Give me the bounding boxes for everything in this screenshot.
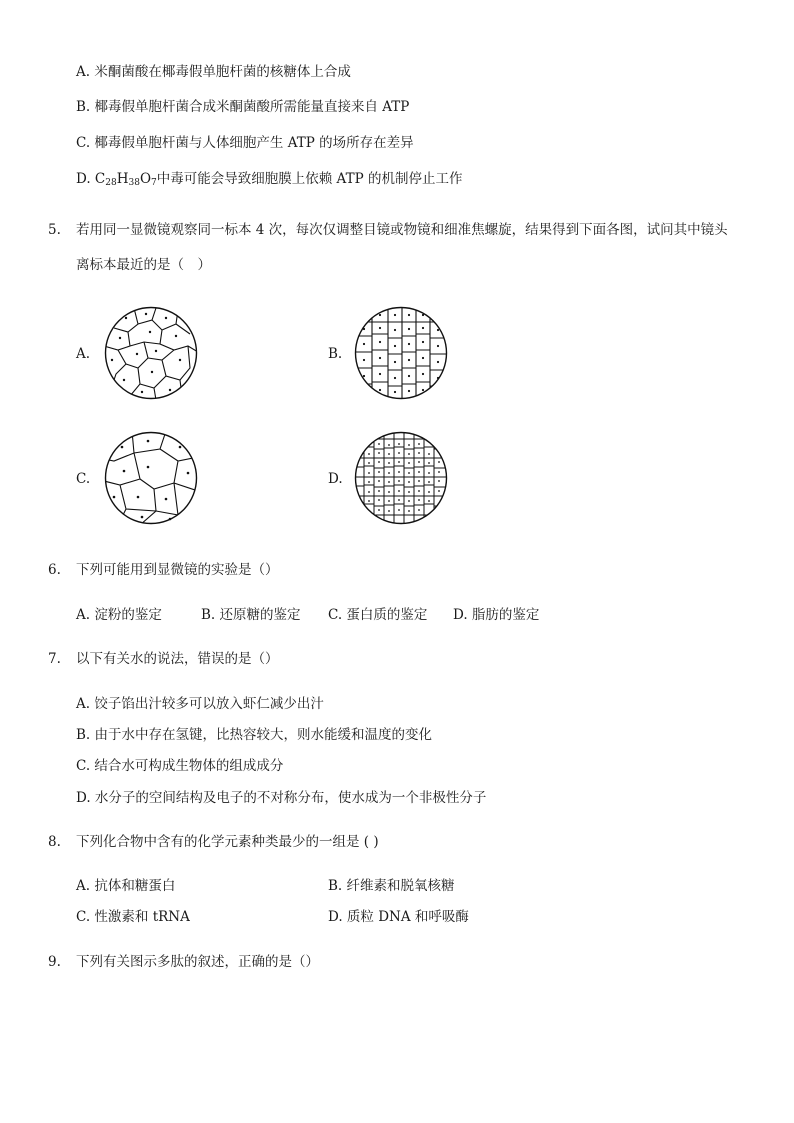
cell-nucleus-dot [368, 491, 370, 493]
q6-text: 下列可能用到显微镜的实验是（） [76, 562, 279, 578]
cell-nucleus-dot [418, 509, 420, 511]
cell-nucleus-dot [368, 462, 370, 464]
q4-d-o: O [139, 171, 152, 187]
cell-nucleus-dot [428, 462, 430, 464]
q5-number: 5. [48, 222, 61, 238]
cell-nucleus-dot [438, 461, 440, 463]
q8-option-c: C. 性激素和 tRNA [76, 909, 190, 925]
q4-d-h: H [116, 171, 129, 187]
cell-nucleus-dot [368, 472, 370, 474]
cell-nucleus-dot [418, 490, 420, 492]
q7-option-a: A. 饺子馅出汁较多可以放入虾仁减少出汁 [76, 696, 324, 712]
q6-option-c: C. 蛋白质的鉴定 [328, 607, 428, 623]
q4-option-b: B. 椰毒假单胞杆菌合成米酮菌酸所需能量直接来自 ATP [76, 99, 410, 115]
cell-nucleus-dot [388, 481, 390, 483]
q6-option-b: B. 还原糖的鉴定 [201, 607, 301, 623]
cell-nucleus-dot [418, 471, 420, 473]
cell-nucleus-dot [378, 471, 380, 473]
q7-option-d: D. 水分子的空间结构及电子的不对称分布，使水成为一个非极性分子 [76, 790, 487, 806]
cell-nucleus-dot [368, 481, 370, 483]
cell-nucleus-dot [368, 453, 370, 455]
q7-option-c: C. 结合水可构成生物体的组成成分 [76, 758, 284, 774]
q6-option-d: D. 脂肪的鉴定 [453, 607, 540, 623]
cell-nucleus-dot [438, 480, 440, 482]
cell-nucleus-dot [398, 452, 400, 454]
q7-option-b: B. 由于水中存在氢键，比热容较大，则水能缓和温度的变化 [76, 727, 433, 743]
cell-nucleus-dot [428, 491, 430, 493]
cell-nucleus-dot [408, 500, 410, 502]
q5-label-d: D. [328, 471, 343, 487]
cell-nucleus-dot [388, 462, 390, 464]
cell-nucleus-dot [418, 499, 420, 501]
cell-nucleus-dot [378, 499, 380, 501]
cell-nucleus-dot [438, 471, 440, 473]
q8-number: 8. [48, 834, 61, 850]
cell-nucleus-dot [388, 444, 390, 446]
cell-nucleus-dot [398, 490, 400, 492]
cell-nucleus-dot [428, 472, 430, 474]
cell-nucleus-dot [378, 443, 380, 445]
cell-nucleus-dot [398, 509, 400, 511]
q8-option-a: A. 抗体和糖蛋白 [76, 878, 176, 894]
q4-d-suffix: 中毒可能会导致细胞膜上依赖 ATP 的机制停止工作 [156, 171, 463, 187]
cell-nucleus-dot [388, 472, 390, 474]
cell-nucleus-dot [398, 471, 400, 473]
q4-d-prefix: D. C [76, 171, 106, 187]
microscope-field-a [104, 306, 198, 400]
cell-nucleus-dot [438, 490, 440, 492]
cell-nucleus-dot [418, 452, 420, 454]
cell-nucleus-dot [408, 481, 410, 483]
q8-text: 下列化合物中含有的化学元素种类最少的一组是 ( ) [76, 834, 379, 850]
q5-label-b: B. [328, 346, 343, 362]
cell-nucleus-dot [398, 499, 400, 501]
cell-nucleus-dot [378, 461, 380, 463]
q4-option-d [76, 170, 462, 188]
q4-option-c: C. 椰毒假单胞杆菌与人体细胞产生 ATP 的场所存在差异 [76, 135, 414, 151]
q4-option-a: A. 米酮菌酸在椰毒假单胞杆菌的核糖体上合成 [76, 64, 351, 80]
microscope-field-d [354, 431, 448, 525]
cell-nucleus-dot [408, 462, 410, 464]
q7-text: 以下有关水的说法，错误的是（） [76, 651, 279, 667]
cell-nucleus-dot [398, 480, 400, 482]
cell-nucleus-dot [408, 453, 410, 455]
q4-d-sub1: 28 [105, 178, 117, 188]
q9-number: 9. [48, 954, 61, 970]
cell-nucleus-dot [378, 509, 380, 511]
q6-option-a: A. 淀粉的鉴定 [76, 607, 162, 623]
q5-label-a: A. [76, 346, 91, 362]
cell-nucleus-dot [418, 480, 420, 482]
cell-nucleus-dot [428, 453, 430, 455]
q5-text-line1: 若用同一显微镜观察同一标本 4 次，每次仅调整目镜或物镜和细准焦螺旋，结果得到下面各图，试问其中镜头 [76, 222, 728, 238]
microscope-field-c [104, 431, 198, 525]
cell-nucleus-dot [388, 453, 390, 455]
q9-text: 下列有关图示多肽的叙述，正确的是（） [76, 954, 319, 970]
cell-nucleus-dot [408, 491, 410, 493]
cell-nucleus-dot [408, 510, 410, 512]
cell-nucleus-dot [408, 472, 410, 474]
q6-number: 6. [48, 562, 61, 578]
cell-nucleus-dot [398, 443, 400, 445]
cell-nucleus-dot [388, 491, 390, 493]
cell-nucleus-dot [398, 461, 400, 463]
q8-option-d: D. 质粒 DNA 和呼吸酶 [328, 909, 469, 925]
cell-nucleus-dot [418, 461, 420, 463]
q7-number: 7. [48, 651, 61, 667]
q5-label-c: C. [76, 471, 91, 487]
q8-option-b: B. 纤维素和脱氧核糖 [328, 878, 455, 894]
cell-nucleus-dot [378, 490, 380, 492]
cell-nucleus-dot [408, 444, 410, 446]
cell-nucleus-dot [378, 452, 380, 454]
cell-nucleus-dot [368, 500, 370, 502]
microscope-field-b [354, 306, 448, 400]
cell-nucleus-dot [388, 500, 390, 502]
q4-d-sub2: 38 [128, 178, 140, 188]
cell-nucleus-dot [428, 500, 430, 502]
q4-d-sub3: 7 [151, 178, 157, 188]
q5-text-line2: 离标本最近的是（ ） [76, 257, 211, 273]
cell-nucleus-dot [378, 480, 380, 482]
cell-nucleus-dot [388, 510, 390, 512]
cell-nucleus-dot [428, 481, 430, 483]
cell-nucleus-dot [418, 443, 420, 445]
